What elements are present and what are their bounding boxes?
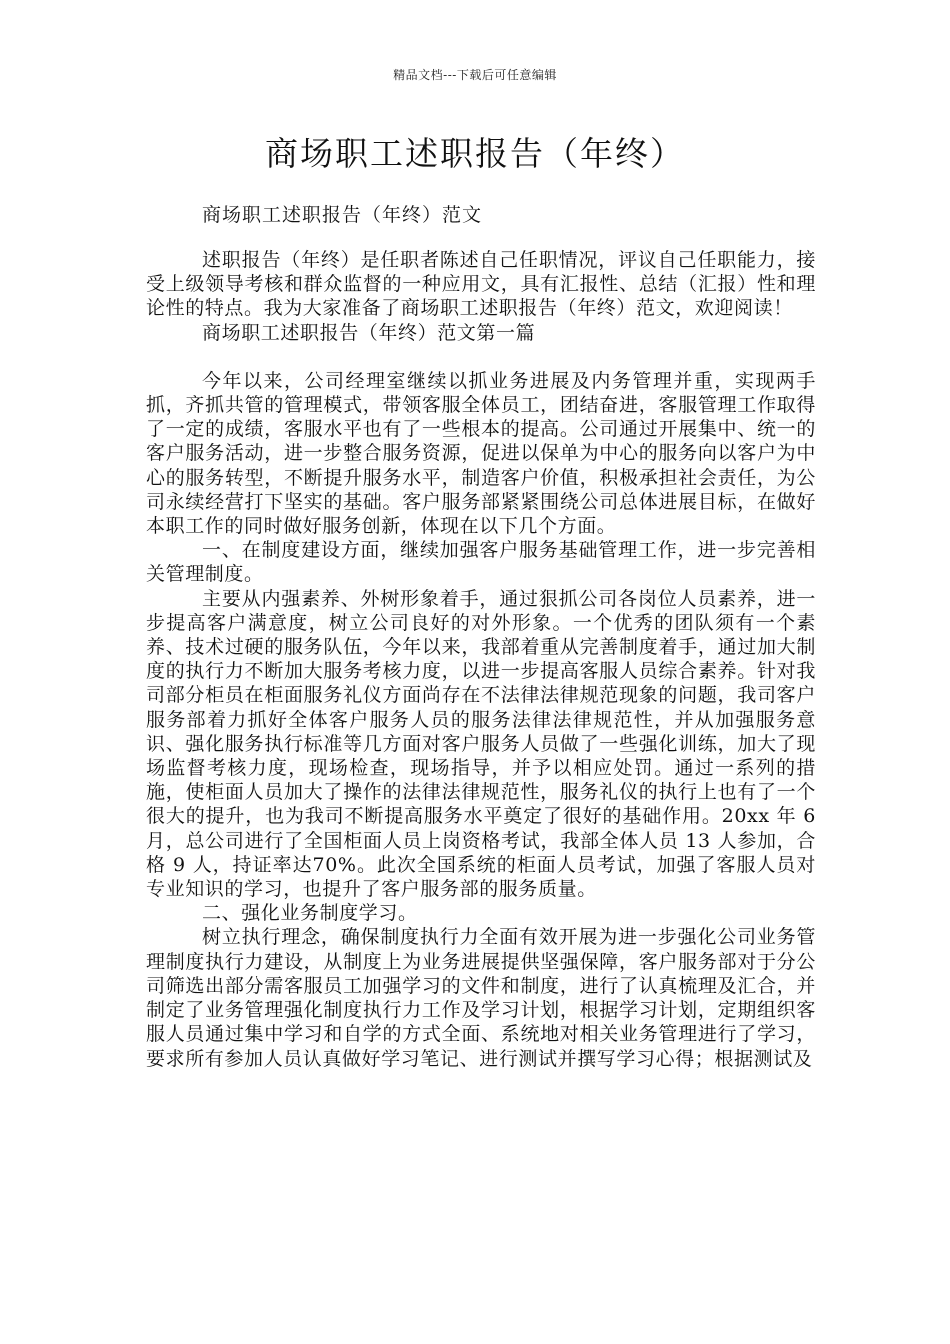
header-note: 精品文档---下载后可任意编辑 — [393, 68, 557, 82]
document-title: 商场职工述职报告（年终） — [265, 134, 685, 173]
section-heading-first-article: 商场职工述职报告（年终）范文第一篇 — [202, 321, 536, 344]
section-heading-2: 二、强化业务制度学习。 — [202, 902, 418, 925]
body-paragraph: 树立执行理念，确保制度执行力全面有效开展为进一步强化公司业务管理制度执行力建设，从制度上为业务进展提供坚强保障，客户服务部对于分公司筛选出部分需客服员工加强学习的文件和制度，进行了认真梳理及汇合，并制定了业务管理强化制度执行力工作及学习计划，根据学习计划，定期组织客服人员通过集中学习和自学的方式全面、系统地对相关业务管理进行了学习，要求所有参加人员认真做好学习笔记、进行测试并撰写学习心得；根据测试及 — [146, 926, 816, 1070]
intro-paragraph: 述职报告（年终）是任职者陈述自己任职情况，评议自己任职能力，接受上级领导考核和群众监督的一种应用文，具有汇报性、总结（汇报）性和理论性的特点。我为大家准备了商场职工述职报告（年终）范文，欢迎阅读！ — [146, 249, 816, 320]
document-subtitle: 商场职工述职报告（年终）范文 — [202, 204, 483, 226]
body-paragraph: 主要从内强素养、外树形象着手，通过狠抓公司各岗位人员素养，进一步提高客户满意度，树立公司良好的对外形象。一个优秀的团队须有一个素养、技术过硬的服务队伍，今年以来，我部着重从完善制度着手，通过加大制度的执行力不断加大服务考核力度，以进一步提高客服人员综合素养。针对我司部分柜员在柜面服务礼仪方面尚存在不法律法律规范现象的问题，我司客户服务部着力抓好全体客户服务人员的服务法律法律规范性，并从加强服务意识、强化服务执行标准等几方面对客户服务人员做了一些强化训练，加大了现场监督考核力度，现场检查，现场指导，并予以相应处罚。通过一系列的措施，使柜面人员加大了操作的法律法律规范性，服务礼仪的执行上也有了一个很大的提升，也为我司不断提高服务水平奠定了很好的基础作用。20xx 年 6 月，总公司进行了全国柜面人员上岗资格考试，我部全体人员 13 人参加，合格 9 人，持证率达70%。此次全国系统的柜面人员考试，加强了客服人员对专业知识的学习，也提升了客户服务部的服务质量。 — [146, 587, 816, 901]
body-paragraph: 今年以来，公司经理室继续以抓业务进展及内务管理并重，实现两手抓，齐抓共管的管理模式，带领客服全体员工，团结奋进，客服管理工作取得了一定的成绩，客服水平也有了一些根本的提高。公司通过开展集中、统一的客户服务活动，进一步整合服务资源，促进以保单为中心的服务向以客户为中心的服务转型，不断提升服务水平，制造客户价值，积极承担社会责任，为公司永续经营打下坚实的基础。客户服务部紧紧围绕公司总体进展目标，在做好本职工作的同时做好服务创新，体现在以下几个方面。 — [146, 369, 816, 538]
section-heading-1: 一、在制度建设方面，继续加强客户服务基础管理工作，进一步完善相关管理制度。 — [146, 539, 816, 586]
document-body — [146, 248, 816, 1071]
